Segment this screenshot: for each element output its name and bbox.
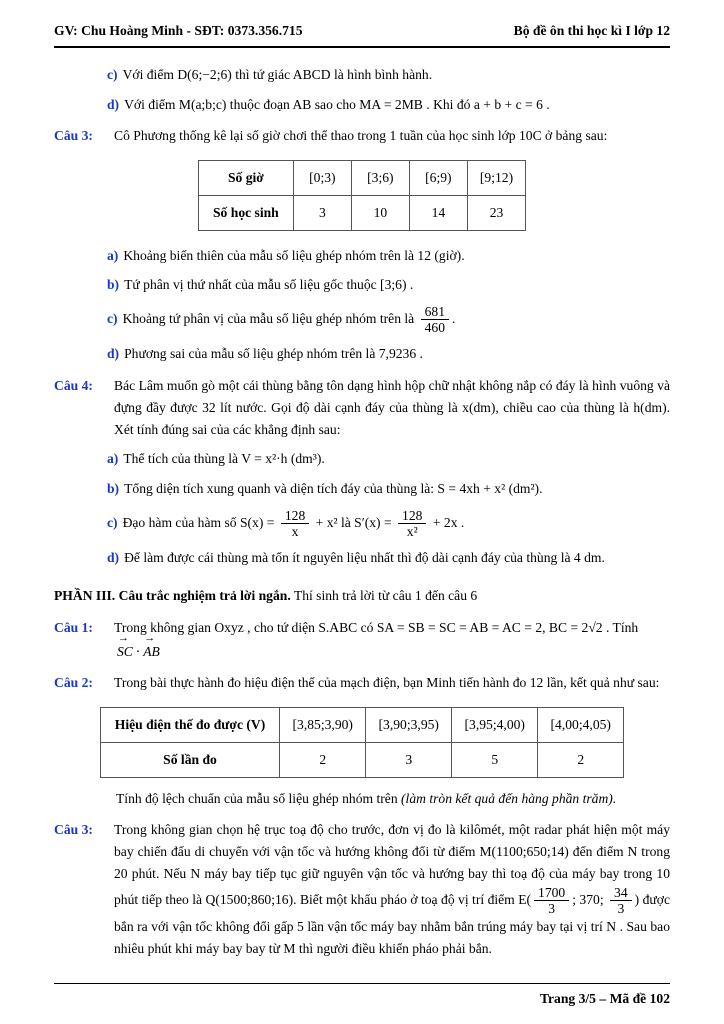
table-header-cell: Hiệu điện thế đo được (V) — [100, 708, 280, 743]
fraction — [421, 304, 449, 335]
statement-3a — [107, 245, 670, 267]
table-cell: [3;6) — [351, 161, 409, 196]
page-number: Trang 3/5 – Mã đề 102 — [539, 991, 670, 1007]
statement-4a — [107, 448, 670, 470]
statement-text: Với điểm D(6;−2;6) thì tứ giác ABCD là hình bình hành. — [122, 66, 433, 82]
table-header-cell: Số học sinh — [198, 195, 293, 230]
question-3 — [54, 125, 670, 147]
fraction — [610, 885, 632, 916]
table-cell: 3 — [366, 742, 452, 777]
table-cell: 23 — [467, 195, 525, 230]
table-cell: 2 — [280, 742, 366, 777]
header-divider — [54, 46, 670, 48]
fraction-denominator: x — [291, 524, 299, 540]
statement-label: b) — [107, 481, 120, 497]
fraction-denominator: 3 — [548, 900, 556, 916]
statement-text: + 2x . — [432, 514, 465, 530]
fraction — [281, 508, 309, 539]
section-heading-rest: Thí sinh trả lời từ câu 1 đến câu 6 — [290, 588, 478, 604]
question-label: Câu 4: — [54, 378, 93, 394]
section-heading — [54, 585, 670, 607]
table-cell: [3,85;3,90) — [280, 708, 366, 743]
statement-label: d) — [107, 96, 120, 112]
question-intro: Bác Lâm muốn gò một cái thùng bằng tôn dạng hình hộp chữ nhật không nắp có đáy là hình vuông và đựng đầy được 32 lít nước. Gọi độ dài cạnh đáy của thùng là x(dm), chiều cao của thùng là h(dm). Xét tính đúng sai của các khẳng định sau: — [114, 378, 670, 437]
question-text — [114, 819, 670, 959]
fraction-numerator: 1700 — [534, 885, 569, 901]
question-text-segment: ) được bắn ra với vận tốc không đổi gấp 5 lần vận tốc máy bay nhằm bắn trúng máy bay tại vị trí N . Sau bao nhiêu phút khi máy bay bay từ M thì người điều khiển pháo phải bắn. — [114, 891, 670, 956]
table-row — [100, 708, 624, 743]
question-label: Câu 3: — [54, 822, 93, 838]
question-p3-2 — [54, 672, 670, 694]
question-label: Câu 2: — [54, 675, 93, 691]
table-row — [198, 195, 525, 230]
table-cell: [3,90;3,95) — [366, 708, 452, 743]
statement-d — [107, 94, 670, 116]
table-cell: [9;12) — [467, 161, 525, 196]
statement-text: Với điểm M(a;b;c) thuộc đoạn AB sao cho MA = 2MB . Khi đó a + b + c = 6 . — [124, 96, 550, 112]
header-teacher-info: GV: Chu Hoàng Minh - SĐT: 0373.356.715 — [54, 23, 303, 38]
table-header-cell: Số giờ — [198, 161, 293, 196]
statement-text: Đạo hàm của hàm số S(x) = — [122, 514, 275, 530]
table-cell: 2 — [538, 742, 624, 777]
statement-text: Khoảng tứ phân vị của mẫu số liệu ghép nhóm trên là — [122, 310, 415, 326]
table-cell: [0;3) — [293, 161, 351, 196]
table-header-cell: Số lần đo — [100, 742, 280, 777]
frequency-table-voltage — [100, 707, 625, 778]
statement-label: c) — [107, 310, 118, 326]
fraction-denominator: 3 — [617, 900, 625, 916]
page-header — [54, 20, 670, 42]
fraction-numerator: 128 — [281, 508, 309, 524]
question-text-segment: Trong không gian chọn hệ trục toạ độ cho trước, đơn vị đo là kilômét, một radar phát hiện một máy bay chiến đấu di chuyển với vận tốc và hướng không đổi từ điểm M(1100;650;14) đến điểm N trong 20 phút. Nếu N máy bay tiếp tục giữ nguyên vận tốc và hướng bay thì toạ độ của máy bay trong 10 phút tiếp theo là Q(1500;860;16). Biết một khẩu pháo ở toạ độ vị trí điểm E( — [114, 822, 670, 907]
statement-text: Khoảng biến thiên của mẫu số liệu ghép nhóm trên là 12 (giờ). — [123, 247, 465, 263]
statement-text: Để làm được cái thùng mà tốn ít nguyên liệu nhất thì độ dài cạnh đáy của thùng là 4 dm. — [124, 550, 605, 566]
statement-label: c) — [107, 514, 118, 530]
statement-4d — [107, 547, 670, 569]
question-text: Trong không gian Oxyz , cho tứ diện S.ABC có SA = SB = SC = AB = AC = 2, BC = 2√2 . Tính — [114, 619, 639, 635]
fraction-numerator: 34 — [610, 885, 632, 901]
table-cell: 14 — [409, 195, 467, 230]
statement-c — [107, 64, 670, 86]
fraction — [398, 508, 426, 539]
statement-3c — [107, 304, 670, 335]
statement-text: Thể tích của thùng là V = x²·h (dm³). — [123, 451, 325, 467]
table-row — [100, 742, 624, 777]
page-footer — [54, 983, 670, 1010]
statement-3b — [107, 274, 670, 296]
question-note — [116, 788, 670, 810]
question-text: Trong bài thực hành đo hiệu điện thế của mạch điện, bạn Minh tiến hành đo 12 lần, kết quả như sau: — [114, 675, 660, 691]
table-row — [198, 161, 525, 196]
statement-text: . — [452, 310, 456, 326]
question-p3-3 — [54, 819, 670, 959]
question-label: Câu 1: — [54, 619, 93, 635]
table-cell: [6;9) — [409, 161, 467, 196]
section-heading-bold: PHẦN III. Câu trắc nghiệm trả lời ngắn. — [54, 588, 291, 604]
frequency-table-hours — [198, 160, 526, 231]
statement-text: Tổng diện tích xung quanh và diện tích đáy của thùng là: S = 4xh + x² (dm²). — [124, 481, 543, 497]
footer-divider — [54, 983, 670, 984]
vector-SC: → SC — [117, 641, 133, 663]
statement-label: c) — [107, 66, 118, 82]
table-cell: [3,95;4,00) — [452, 708, 538, 743]
statement-4b — [107, 478, 670, 500]
statement-label: d) — [107, 346, 120, 362]
table-cell: 5 — [452, 742, 538, 777]
statement-4c — [107, 508, 670, 539]
dot-operator: ⋅ — [135, 643, 141, 659]
fraction-denominator: 460 — [424, 320, 445, 336]
statement-text: Phương sai của mẫu số liệu ghép nhóm trên là 7,9236 . — [124, 346, 423, 362]
statement-text: Tứ phân vị thứ nhất của mẫu số liệu gốc thuộc [3;6) . — [124, 277, 414, 293]
table-cell: 3 — [293, 195, 351, 230]
question-4 — [54, 375, 670, 440]
question-text-segment: ; 370; — [572, 891, 608, 907]
fraction — [534, 885, 569, 916]
fraction-denominator: x² — [406, 524, 418, 540]
question-label: Câu 3: — [54, 128, 93, 144]
statement-text: + x² là S′(x) = — [315, 514, 392, 530]
note-text: Tính độ lệch chuẩn của mẫu số liệu ghép nhóm trên — [116, 790, 402, 806]
fraction-numerator: 128 — [398, 508, 426, 524]
vector-AB: → AB — [143, 641, 160, 663]
statement-label: a) — [107, 451, 119, 467]
statement-3d — [107, 343, 670, 365]
table-cell: 10 — [351, 195, 409, 230]
statement-label: d) — [107, 550, 120, 566]
table-cell: [4,00;4,05) — [538, 708, 624, 743]
vector-expression — [114, 641, 670, 663]
note-italic-text: (làm tròn kết quả đến hàng phần trăm). — [401, 790, 617, 806]
statement-label: b) — [107, 277, 120, 293]
fraction-numerator: 681 — [421, 304, 449, 320]
statement-label: a) — [107, 247, 119, 263]
question-intro: Cô Phương thống kê lại số giờ chơi thể thao trong 1 tuần của học sinh lớp 10C ở bảng sau: — [114, 128, 608, 144]
header-doc-title: Bộ đề ôn thi học kì I lớp 12 — [513, 23, 670, 38]
